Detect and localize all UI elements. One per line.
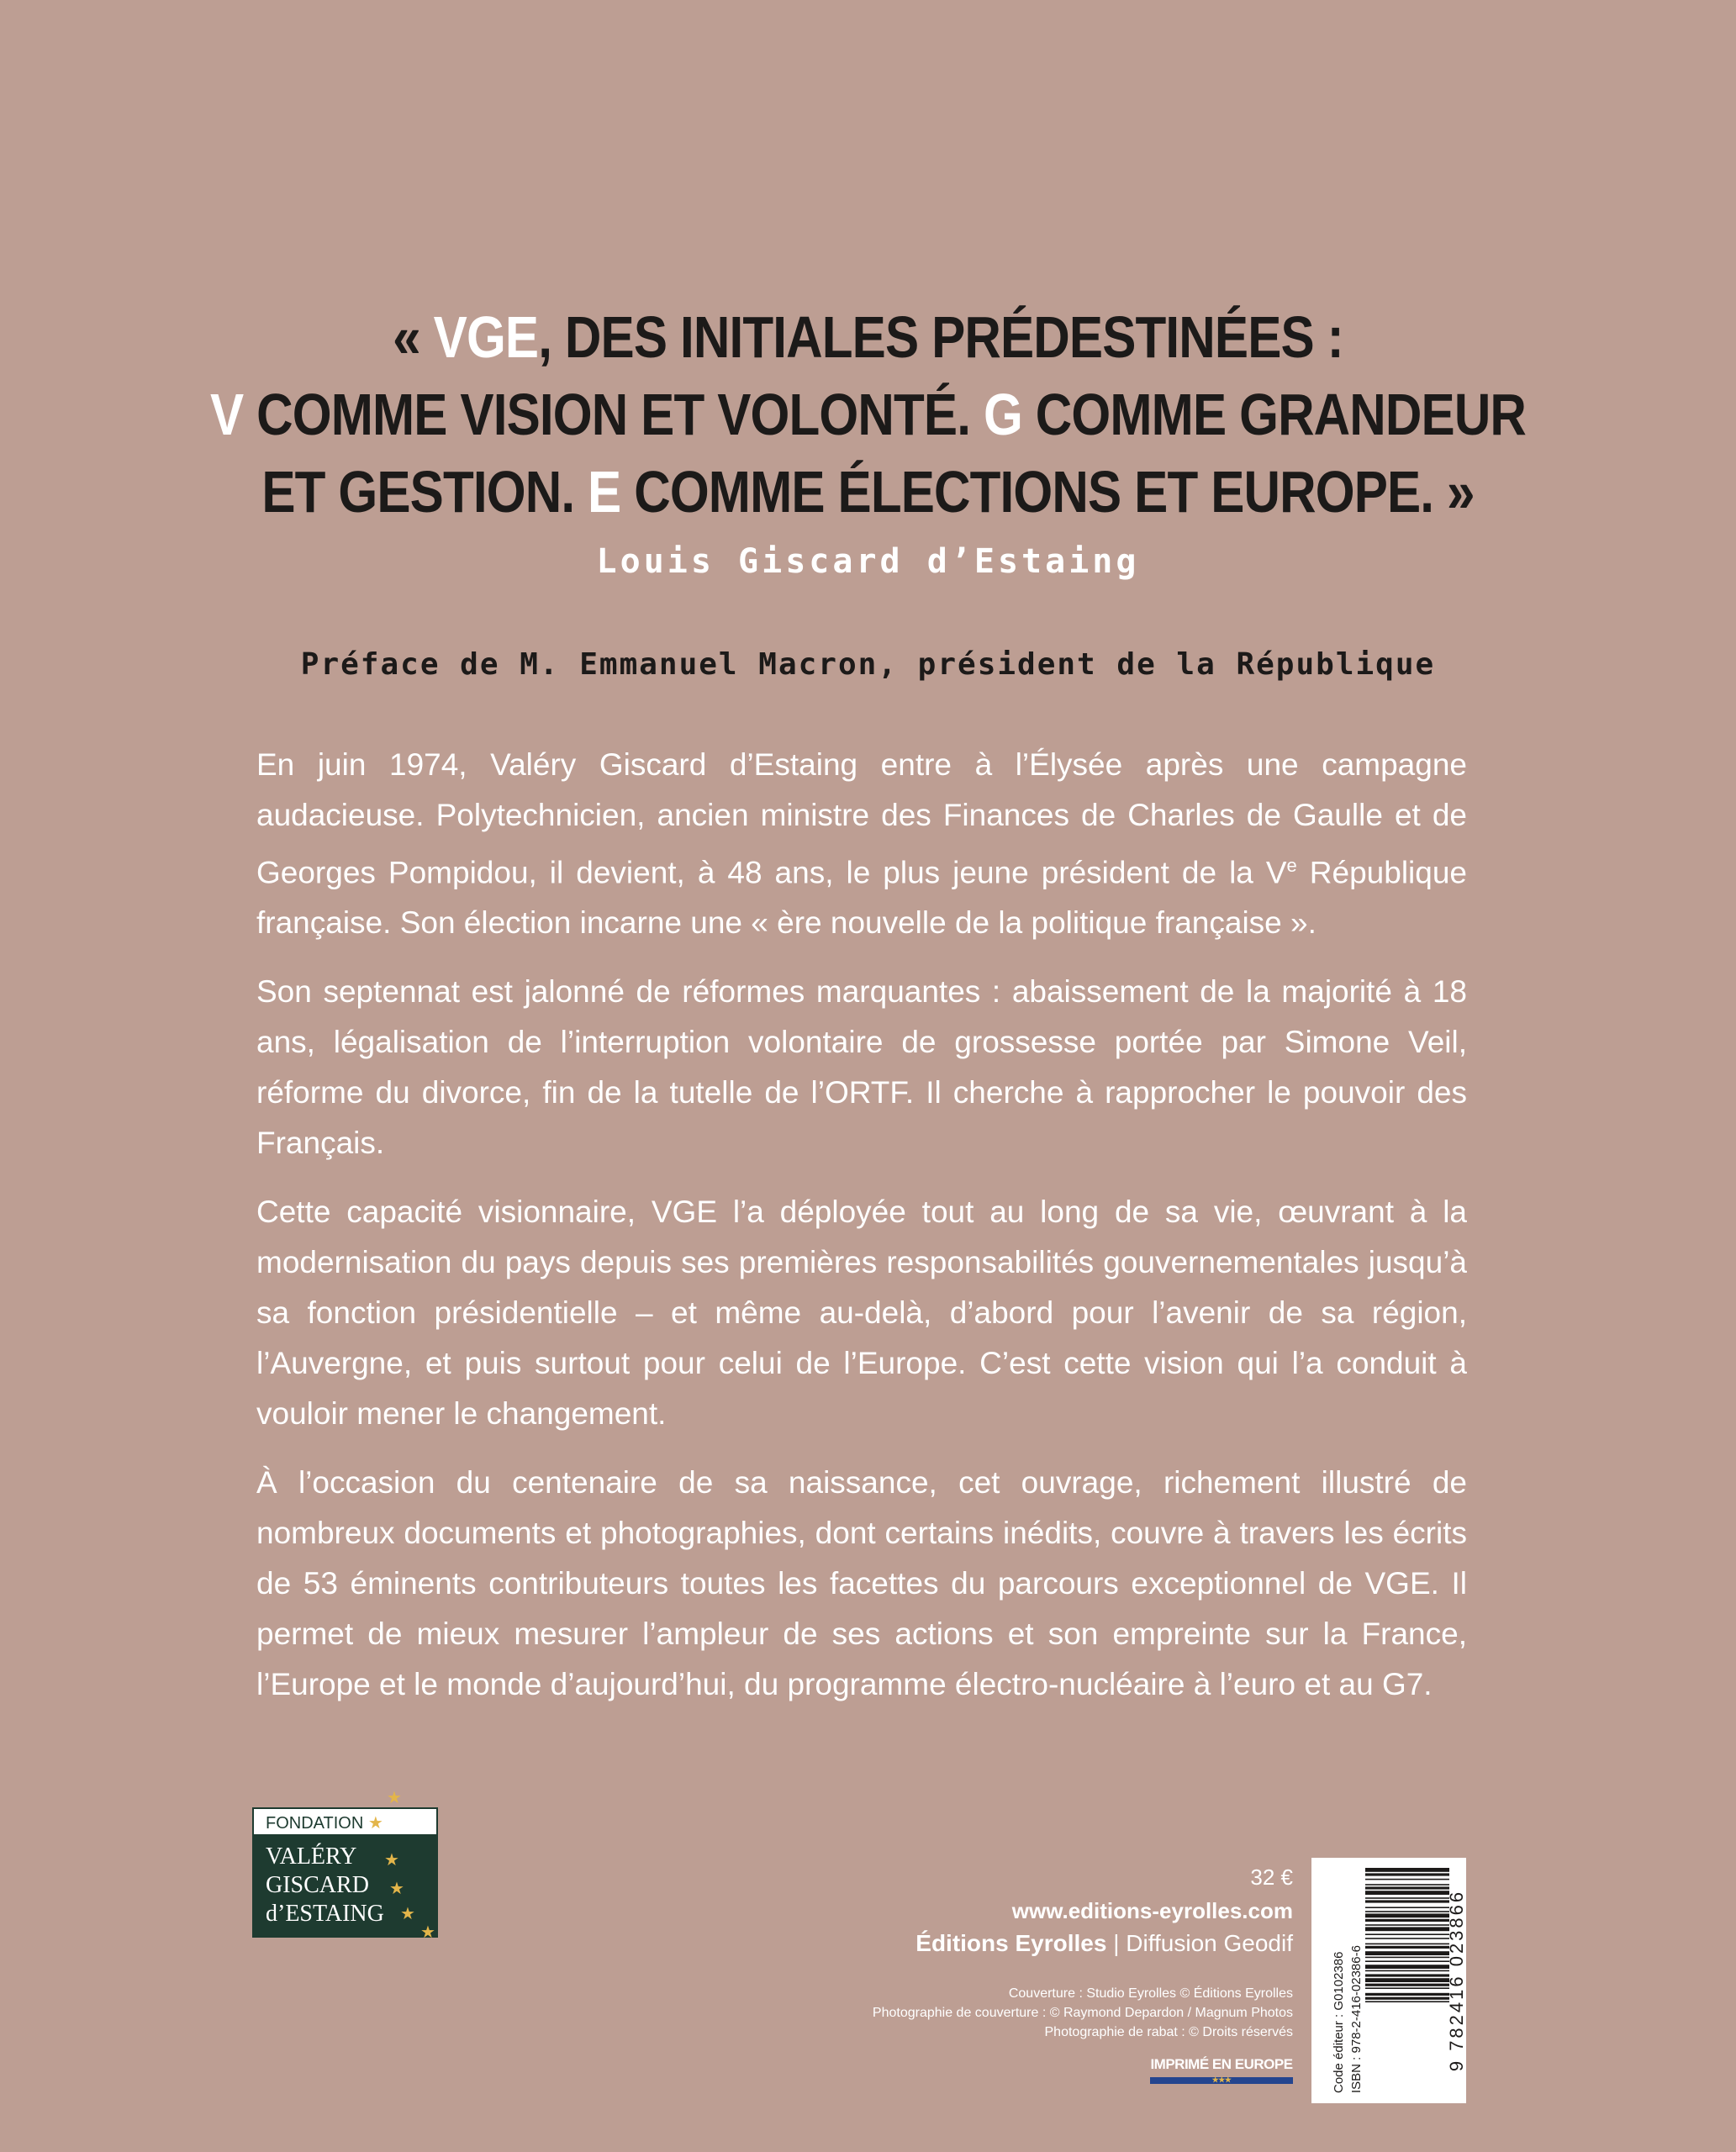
barcode-bar	[1365, 1951, 1449, 1955]
credit-line: Photographie de rabat : © Droits réservés	[1044, 2025, 1293, 2039]
quote-highlight-vge: VGE	[433, 304, 539, 370]
quote-text: COMME VISION ET VOLONTÉ.	[243, 382, 984, 447]
barcode-digits: 9 782416 023866	[1446, 1889, 1467, 2072]
isbn-number: ISBN : 978-2-416-02386-6	[1349, 1945, 1364, 2093]
separator: |	[1106, 1930, 1127, 1956]
quote-line-3	[122, 453, 1615, 530]
quote-open: «	[393, 304, 434, 370]
publisher-line	[915, 1930, 1293, 1957]
barcode-bar	[1365, 1891, 1449, 1895]
barcode-bar	[1365, 1911, 1449, 1912]
barcode-bar	[1365, 1974, 1449, 1976]
quote-text: COMME ÉLECTIONS ET EUROPE. »	[620, 459, 1475, 525]
star-icon: ★	[387, 1789, 402, 1807]
logo-line-2: GISCARD	[266, 1872, 369, 1898]
quote-highlight-v: V	[209, 382, 244, 447]
cover-quote	[122, 298, 1615, 530]
printed-in-europe-badge	[1150, 2056, 1293, 2084]
barcode-bar	[1365, 1933, 1449, 1935]
barcode-bar	[1365, 1897, 1449, 1899]
barcode-bar	[1365, 1978, 1449, 1982]
paragraph-4: À l’occasion du centenaire de sa naissance, cet ouvrage, richement illustré de nombreux documents et photographies, dont certains inédits, couvre à travers les écrits de 53 éminents contributeurs toutes les facettes du parcours exceptionnel de VGE. Il permet de mieux mesurer l’ampleur de ses actions et son empreinte sur la France, l’Europe et le monde d’aujourd’hui, du programme électro-nucléaire à l’euro et au G7.	[256, 1465, 1467, 1702]
barcode-bar	[1365, 1873, 1449, 1875]
price: 32 €	[1250, 1865, 1293, 1890]
logo-top-text: FONDATION	[266, 1814, 364, 1833]
publisher-website: www.editions-eyrolles.com	[1011, 1898, 1293, 1923]
barcode-bar	[1365, 1868, 1449, 1872]
star-icon: ★	[400, 1905, 415, 1923]
quote-line-1	[122, 298, 1615, 376]
quote-author: Louis Giscard d’Estaing	[596, 542, 1140, 581]
barcode-bar	[1365, 1987, 1449, 1989]
star-icon: ★	[384, 1851, 399, 1870]
barcode-bar	[1365, 1997, 1449, 2000]
printed-label: IMPRIMÉ EN EUROPE	[1150, 2056, 1293, 2072]
barcode-bar	[1365, 1984, 1449, 1986]
star-icon: ★	[389, 1880, 404, 1898]
credit-line: Couverture : Studio Eyrolles © Éditions Eyrolles	[1008, 1986, 1293, 2001]
barcode-bar	[1365, 1957, 1449, 1959]
barcode-bar	[1365, 1965, 1449, 1969]
isbn-barcode	[1311, 1858, 1466, 2103]
logo-top-label	[252, 1807, 438, 1836]
barcode-bar	[1365, 1907, 1449, 1908]
logo-line-1: VALÉRY	[266, 1843, 357, 1870]
code-editeur: Code éditeur : G0102386	[1332, 1951, 1346, 2093]
quote-highlight-e: E	[588, 459, 621, 525]
barcode-bar	[1365, 1938, 1449, 1939]
barcode-bar	[1365, 1884, 1449, 1886]
quote-highlight-g: G	[983, 382, 1022, 447]
star-icon: ★★★	[1211, 2076, 1232, 2084]
barcode-bar	[1365, 1927, 1449, 1931]
barcode-bar	[1365, 1879, 1449, 1880]
distributor: Diffusion Geodif	[1126, 1930, 1293, 1956]
barcode-bar	[1365, 1913, 1449, 1917]
quote-text: COMME GRANDEUR	[1021, 382, 1527, 447]
quote-text: , DES INITIALES PRÉDESTINÉES :	[538, 304, 1343, 370]
barcode-bar	[1365, 1924, 1449, 1926]
barcode-bars	[1365, 1868, 1449, 2093]
barcode-bar	[1365, 1900, 1449, 1902]
preface-line: Préface de M. Emmanuel Macron, président de la République	[300, 647, 1436, 682]
barcode-bar	[1365, 1919, 1449, 1922]
logo-line-3: d’ESTAING	[266, 1901, 384, 1927]
paragraph-3: Cette capacité visionnaire, VGE l’a déployée tout au long de sa vie, œuvrant à la modernisation du pays depuis ses premières responsabilités gouvernementales jusqu’à sa fonction présidentielle – et même au-delà, d’abord pour l’avenir de sa région, l’Auvergne, et puis surtout pour celui de l’Europe. C’est cette vision qui l’a conduit à vouloir mener le changement.	[256, 1195, 1467, 1432]
barcode-bar	[1365, 2001, 1449, 2002]
credit-line: Photographie de couverture : © Raymond Depardon / Magnum Photos	[872, 2006, 1293, 2020]
barcode-bar	[1365, 1960, 1449, 1962]
star-icon: ★	[367, 1814, 383, 1833]
superscript: e	[1286, 855, 1297, 876]
star-icon: ★	[420, 1923, 435, 1942]
barcode-bar	[1365, 1993, 1449, 1996]
paragraph-1	[256, 740, 1467, 948]
publisher-name: Éditions Eyrolles	[915, 1930, 1107, 1956]
fondation-logo	[252, 1789, 441, 1942]
quote-text: ET GESTION.	[261, 459, 588, 525]
paragraph-text: En juin 1974, Valéry Giscard d’Estaing entre à l’Élysée après une campagne audacieuse. Polytechnicien, ancien ministre des Finances de Charles de Gaulle et de Georges Pompidou, il devient, à 48 ans, le plus jeune président de la V	[256, 747, 1467, 890]
photo-credits	[873, 1984, 1293, 2042]
barcode-bar	[1365, 1944, 1449, 1945]
paragraph-2: Son septennat est jalonné de réformes marquantes : abaissement de la majorité à 18 ans, légalisation de l’interruption volontaire de grossesse portée par Simone Veil, réforme du divorce, fin de la tutelle de l’ORTF. Il cherche à rapprocher le pouvoir des Français.	[256, 974, 1467, 1161]
paragraph-text: République française. Son élection incarne une « ère nouvelle de la politique française ».	[256, 855, 1468, 941]
quote-line-2	[122, 376, 1615, 453]
back-cover-text	[256, 740, 1467, 1728]
barcode-bar	[1365, 1886, 1449, 1889]
barcode-bar	[1365, 1946, 1449, 1949]
barcode-codes	[1322, 1858, 1372, 2103]
barcode-bar	[1365, 1970, 1449, 1972]
